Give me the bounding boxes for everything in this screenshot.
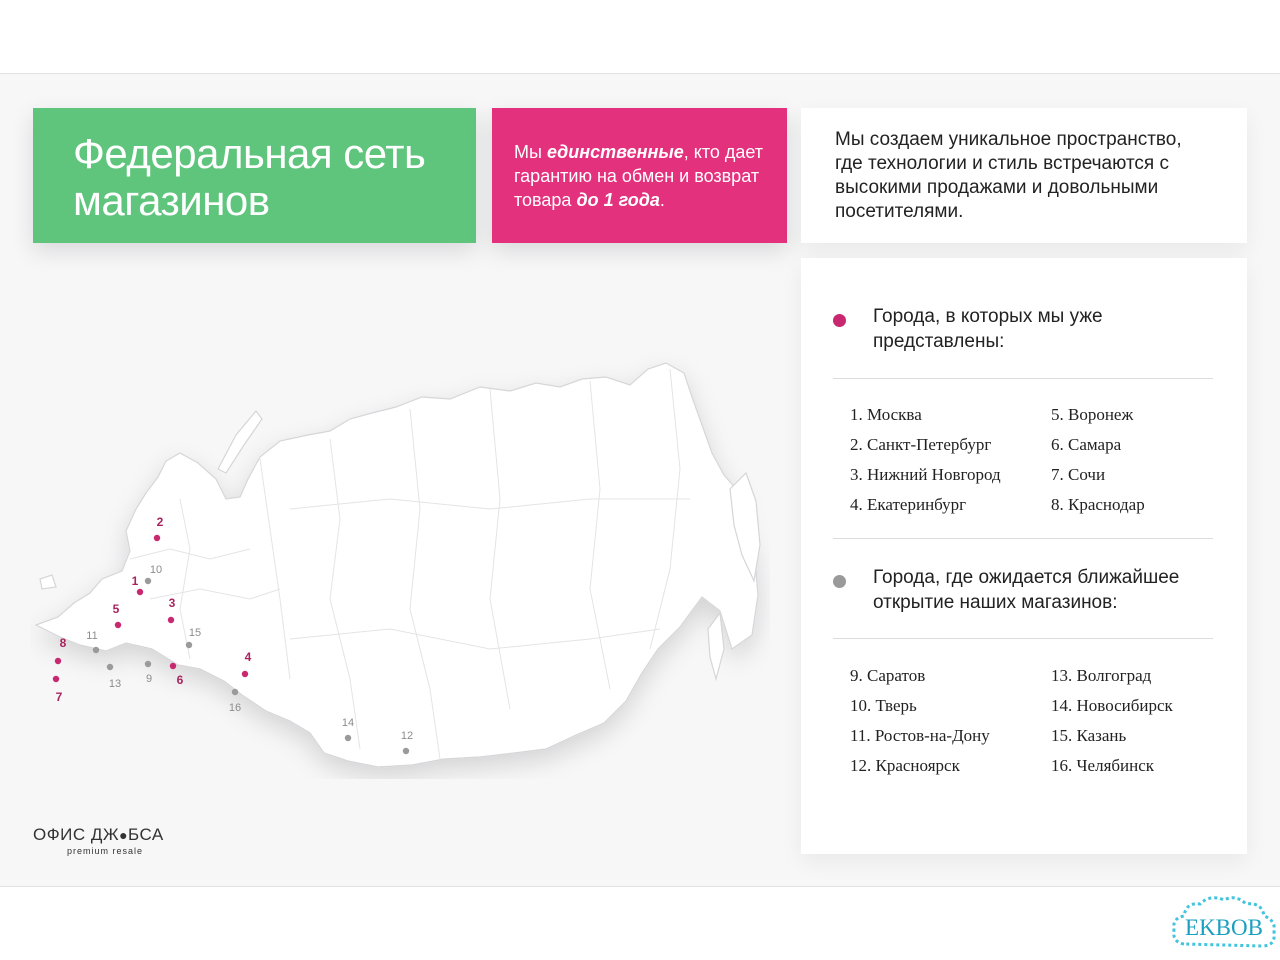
present-legend-dot bbox=[833, 314, 846, 327]
upcoming-city-1: 13. Волгоград bbox=[1051, 666, 1152, 685]
upcoming-city-0: 9. Саратов bbox=[850, 666, 926, 685]
present-marker-8 bbox=[55, 658, 61, 664]
present-marker-label-8: 8 bbox=[59, 636, 67, 650]
guarantee-emphasis-only: единственные bbox=[546, 142, 684, 162]
upcoming-marker-label-10: 10 bbox=[149, 564, 163, 576]
present-city-6: 4. Екатеринбург bbox=[850, 495, 967, 514]
upcoming-marker-label-16: 16 bbox=[228, 702, 242, 714]
upcoming-marker-15 bbox=[186, 642, 192, 648]
present-city-2: 2. Санкт-Петербург bbox=[850, 435, 992, 454]
present-marker-7 bbox=[53, 676, 59, 682]
kaliningrad bbox=[40, 575, 56, 589]
apple-icon: ● bbox=[119, 827, 129, 843]
russia-map bbox=[30, 349, 770, 779]
headline-line-1: Федеральная сеть bbox=[73, 130, 426, 177]
present-marker-4 bbox=[242, 671, 248, 677]
upcoming-city-4: 11. Ростов-на-Дону bbox=[850, 726, 990, 745]
present-marker-label-2: 2 bbox=[156, 515, 164, 529]
present-marker-5 bbox=[115, 622, 121, 628]
guarantee-text-3: . bbox=[659, 190, 665, 210]
upcoming-marker-14 bbox=[345, 735, 351, 741]
upcoming-city-5: 15. Казань bbox=[1051, 726, 1127, 745]
upcoming-city-7: 16. Челябинск bbox=[1051, 756, 1155, 775]
present-marker-2 bbox=[154, 535, 160, 541]
present-marker-label-4: 4 bbox=[244, 650, 252, 664]
headline-line-2: магазинов bbox=[73, 177, 270, 224]
upcoming-marker-11 bbox=[93, 647, 99, 653]
upcoming-marker-label-12: 12 bbox=[400, 730, 414, 742]
slide bbox=[0, 73, 1280, 887]
present-marker-label-7: 7 bbox=[55, 690, 63, 704]
upcoming-marker-label-13: 13 bbox=[108, 678, 122, 690]
present-city-0: 1. Москва bbox=[850, 405, 922, 424]
present-city-3: 6. Самара bbox=[1051, 435, 1122, 454]
present-marker-label-6: 6 bbox=[176, 673, 184, 687]
logo bbox=[33, 825, 164, 857]
logo-main bbox=[33, 825, 164, 845]
upcoming-marker-13 bbox=[107, 664, 113, 670]
logo-main-end: БСА bbox=[128, 825, 164, 844]
present-legend-title: Города, в которых мы уже представлены: bbox=[873, 306, 1103, 352]
upcoming-marker-16 bbox=[232, 689, 238, 695]
logo-main-text: ОФИС ДЖ bbox=[33, 825, 120, 844]
headline-card bbox=[33, 108, 476, 243]
guarantee-emphasis-period: до 1 года bbox=[576, 190, 660, 210]
present-marker-label-5: 5 bbox=[112, 602, 120, 616]
present-divider bbox=[833, 378, 1213, 379]
novaya-zemlya bbox=[218, 411, 262, 473]
upcoming-divider bbox=[833, 638, 1213, 639]
guarantee-card bbox=[492, 108, 787, 243]
upcoming-marker-10 bbox=[145, 578, 151, 584]
upcoming-city-2: 10. Тверь bbox=[850, 696, 917, 715]
section-divider bbox=[833, 538, 1213, 539]
upcoming-city-grid bbox=[850, 666, 1230, 776]
mission-card bbox=[801, 108, 1247, 243]
upcoming-city-3: 14. Новосибирск bbox=[1051, 696, 1173, 715]
badge-text: EKBOB bbox=[1185, 915, 1263, 940]
ekbob-badge bbox=[1170, 892, 1278, 956]
guarantee-text-2: , кто дает гарантию на обмен и возврат товара bbox=[514, 142, 764, 210]
upcoming-marker-label-11: 11 bbox=[86, 630, 98, 642]
present-city-1: 5. Воронеж bbox=[1051, 405, 1134, 424]
upcoming-marker-label-9: 9 bbox=[145, 673, 153, 685]
mission-text: Мы создаем уникальное пространство, где технологии и стиль встречаются с высокими продажами и довольными посетителями. bbox=[835, 129, 1182, 222]
present-marker-3 bbox=[168, 617, 174, 623]
upcoming-legend-dot bbox=[833, 575, 846, 588]
present-city-grid bbox=[850, 405, 1230, 515]
present-city-5: 7. Сочи bbox=[1051, 465, 1106, 484]
sakhalin bbox=[708, 613, 724, 679]
upcoming-city-6: 12. Красноярск bbox=[850, 756, 960, 775]
present-marker-1 bbox=[137, 589, 143, 595]
upcoming-marker-12 bbox=[403, 748, 409, 754]
city-list-card bbox=[801, 258, 1247, 854]
present-marker-label-1: 1 bbox=[131, 574, 139, 588]
guarantee-text-1: Мы bbox=[514, 142, 547, 162]
logo-sub: premium resale bbox=[67, 846, 144, 856]
present-marker-label-3: 3 bbox=[168, 596, 176, 610]
upcoming-marker-label-15: 15 bbox=[188, 627, 202, 639]
present-city-4: 3. Нижний Новгород bbox=[850, 465, 1001, 484]
upcoming-marker-9 bbox=[145, 661, 151, 667]
upcoming-marker-label-14: 14 bbox=[341, 717, 355, 729]
present-marker-6 bbox=[170, 663, 176, 669]
russia-outline bbox=[36, 363, 758, 767]
present-city-7: 8. Краснодар bbox=[1051, 495, 1145, 514]
upcoming-legend-title: Города, где ожидается ближайшее открытие наших магазинов: bbox=[873, 567, 1180, 613]
